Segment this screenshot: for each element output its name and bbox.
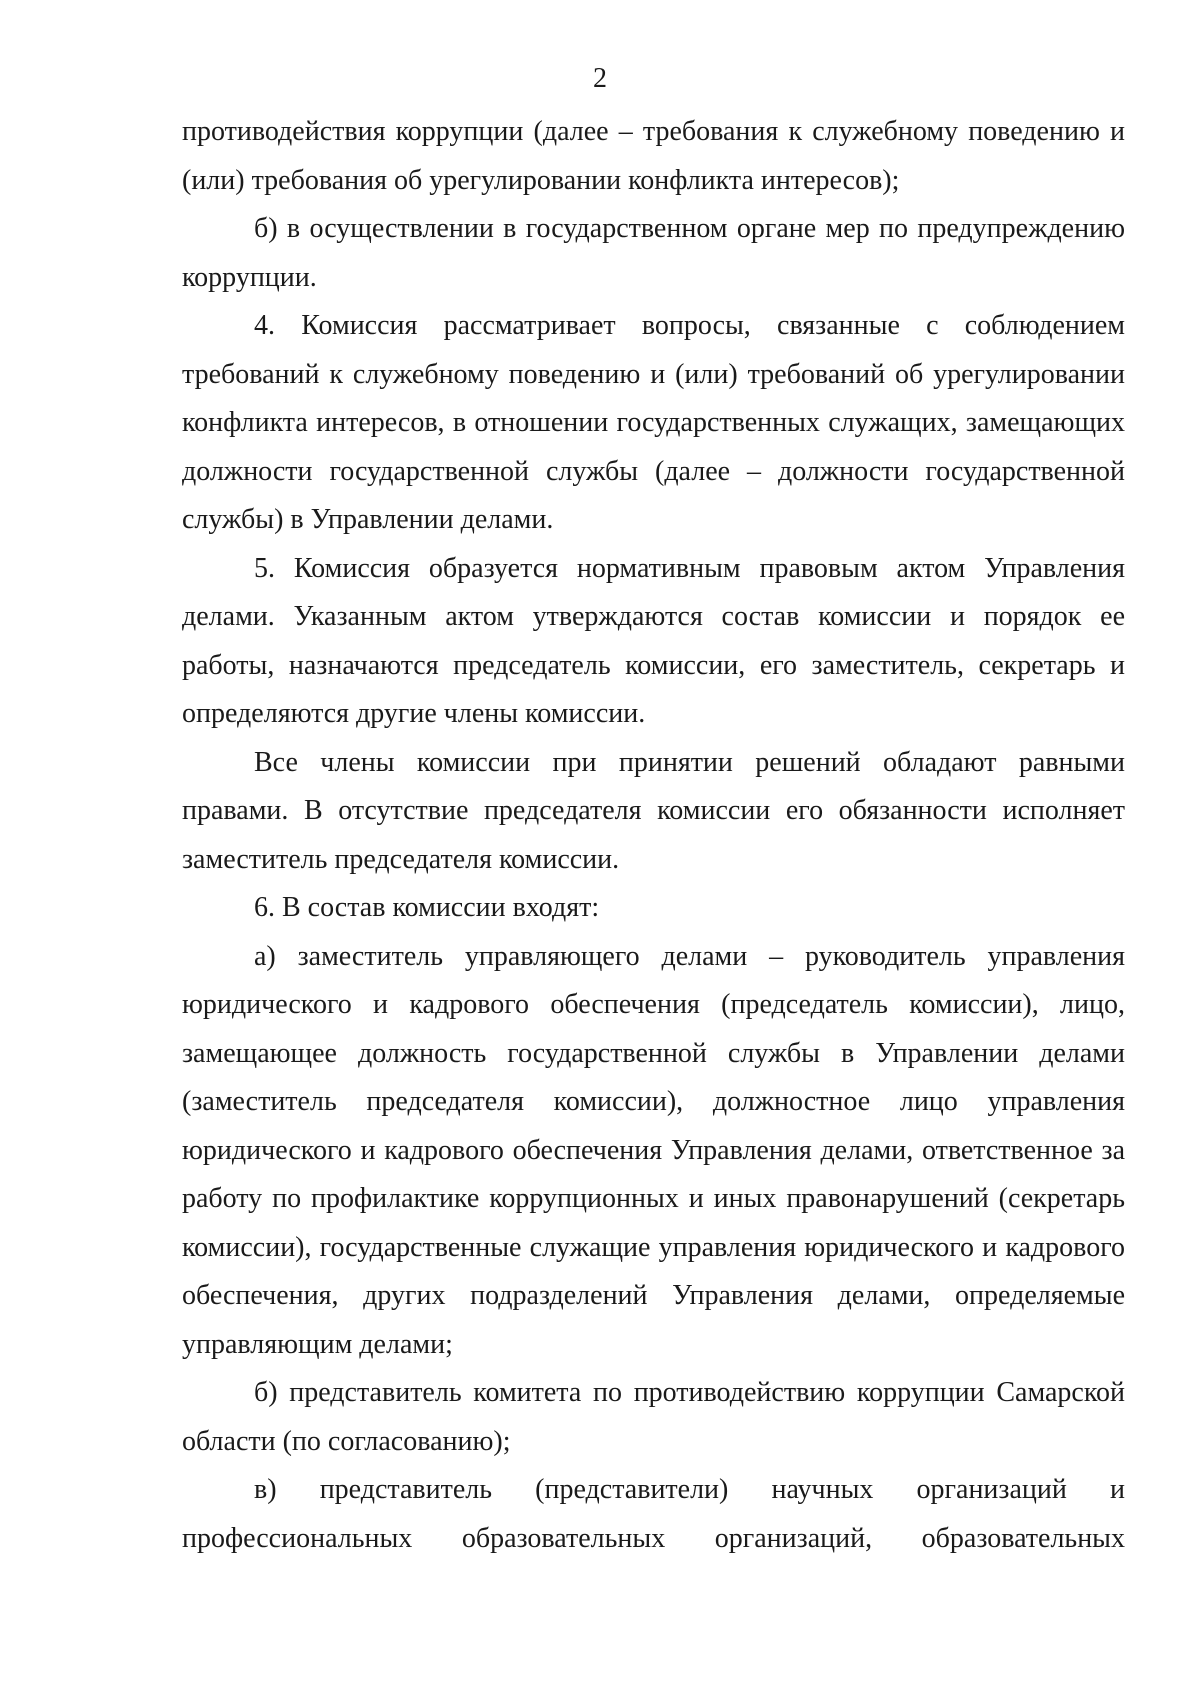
paragraph-6: 6. В состав комиссии входят: <box>254 892 600 923</box>
paragraph-5: 5. Комиссия образуется нормативным правовым актом Управления делами. Указанным актом утверждаются состав комиссии и порядок ее работы, назначаются председатель комиссии, его заместитель, секретарь и определяются другие члены комиссии. <box>182 552 1125 729</box>
paragraph-6-item-v: в) представитель (представители) научных организаций и профессиональных образовательных организаций, образовательных <box>182 1474 1125 1554</box>
paragraph-members-rights: Все члены комиссии при принятии решений обладают равными правами. В отсутствие председателя комиссии его обязанности исполняет заместитель председателя комиссии. <box>182 746 1125 875</box>
paragraph-item-b: б) в осуществлении в государственном органе мер по предупреждению коррупции. <box>182 213 1125 293</box>
document-body <box>182 108 1125 1563</box>
paragraph-4: 4. Комиссия рассматривает вопросы, связанные с соблюдением требований к служебному поведению и (или) требований об урегулировании конфликта интересов, в отношении государственных служащих, замещающих должности государственной службы (далее – должности государственной службы) в Управлении делами. <box>182 310 1125 535</box>
paragraph-continuation: противодействия коррупции (далее – требования к служебному поведению и (или) требования об урегулировании конфликта интересов); <box>182 116 1125 196</box>
paragraph-6-item-b: б) представитель комитета по противодействию коррупции Самарской области (по согласованию); <box>182 1377 1125 1457</box>
paragraph-6-item-a: а) заместитель управляющего делами – руководитель управления юридического и кадрового обеспечения (председатель комиссии), лицо, замещающее должность государственной службы в Управлении делами (заместитель председателя комиссии), должностное лицо управления юридического и кадрового обеспечения Управления делами, ответственное за работу по профилактике коррупционных и иных правонарушений (секретарь комиссии), государственные служащие управления юридического и кадрового обеспечения, других подразделений Управления делами, определяемые управляющим делами; <box>182 940 1125 1360</box>
page-number: 2 <box>593 63 607 94</box>
